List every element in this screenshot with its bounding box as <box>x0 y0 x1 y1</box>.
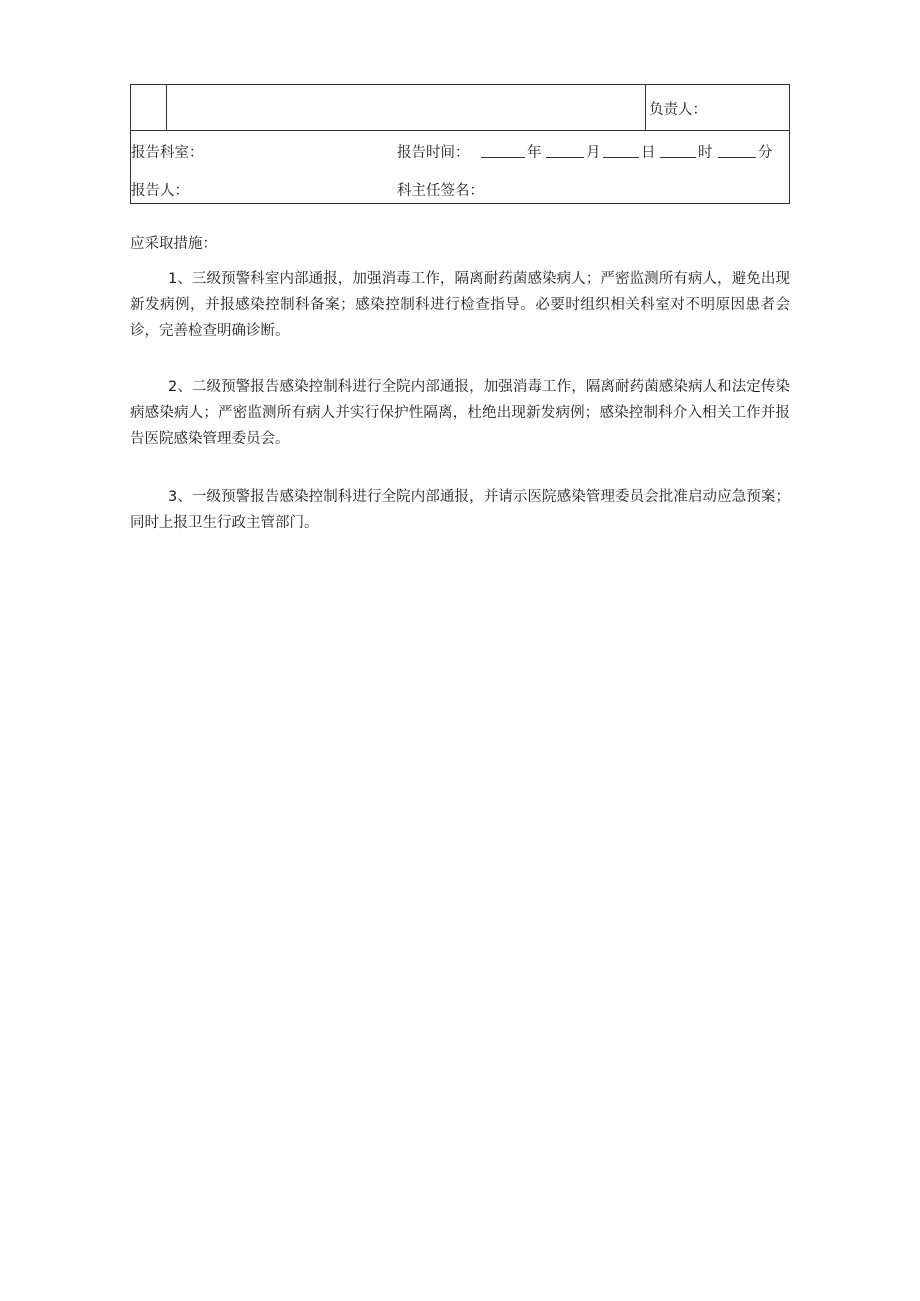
measure-item-level-3: 1、三级预警科室内部通报，加强消毒工作，隔离耐药菌感染病人；严密监测所有病人，避免出现新发病例，并报感染控制科备案；感染控制科进行检查指导。必要时组织相关科室对不明原因患者会诊，完善检查明确诊断。 <box>130 271 790 339</box>
minute-unit: 分 <box>758 145 773 161</box>
minute-blank[interactable] <box>718 157 756 158</box>
hour-blank[interactable] <box>660 157 696 158</box>
measure-item-level-1: 3、一级预警报告感染控制科进行全院内部通报，并请示医院感染管理委员会批准启动应急预案；同时上报卫生行政主管部门。 <box>130 489 790 531</box>
report-time-label: 报告时间： <box>397 145 470 161</box>
month-unit: 月 <box>586 145 601 161</box>
responsible-person-label: 负责人： <box>649 102 707 118</box>
column-divider <box>645 85 646 130</box>
measure-item-level-2: 2、二级预警报告感染控制科进行全院内部通报，加强消毒工作，隔离耐药菌感染病人和法定传染病感染病人；严密监测所有病人并实行保护性隔离，杜绝出现新发病例；感染控制科介入相关工作并报告医院感染管理委员会。 <box>130 379 790 447</box>
report-department-label: 报告科室： <box>131 145 204 161</box>
hour-unit: 时 <box>698 145 713 161</box>
column-divider <box>166 85 167 130</box>
month-blank[interactable] <box>546 157 584 158</box>
measures-heading: 应采取措施： <box>130 236 217 252</box>
year-unit: 年 <box>527 145 542 161</box>
year-blank[interactable] <box>481 157 525 158</box>
day-blank[interactable] <box>603 157 639 158</box>
director-signature-label: 科主任签名： <box>397 183 484 199</box>
day-unit: 日 <box>641 145 656 161</box>
form-top-row <box>131 85 789 131</box>
reporter-label: 报告人： <box>131 183 189 199</box>
report-form-table <box>130 84 790 204</box>
